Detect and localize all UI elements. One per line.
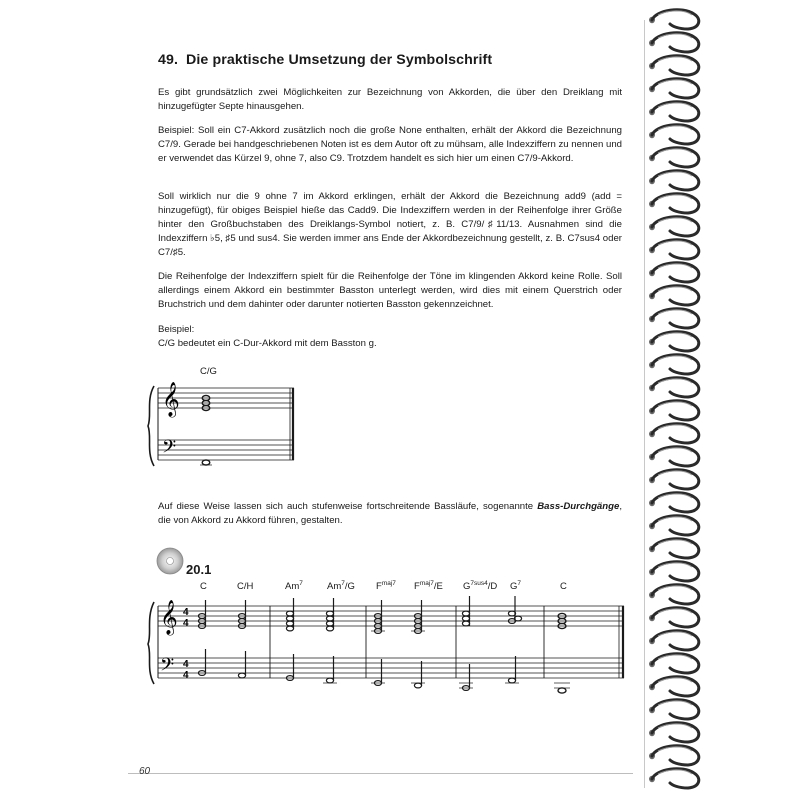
spiral-coil — [649, 562, 699, 581]
bass-staff-lines — [158, 440, 294, 460]
chord-5-treble — [371, 600, 385, 633]
chord-symbol-7: $G^{7sus4}/D$ — [463, 580, 498, 592]
chord-symbol-cg: C/G — [200, 366, 217, 377]
chord-1-treble — [198, 600, 205, 628]
chord-symbol-8: $G^7$ — [510, 580, 522, 592]
spiral-coil — [649, 309, 699, 328]
paragraph-basston: Die Reihenfolge der Indexziffern spielt für die Reihenfolge der Töne im klingenden Akkord keine Rolle. Soll allerdings einem Akkord ein bestimmter Basston unterlegt werden, wird dies mit einem Querstrich oder Bruchstrich und dem dahinter oder darunter notierten Basston gekennzeichnet. — [158, 271, 622, 310]
spiral-coil — [649, 401, 699, 420]
chord-6-treble — [411, 600, 425, 633]
spiral-coil — [649, 493, 699, 512]
bass-clef-icon-2: 𝄢 — [160, 655, 175, 680]
spiral-coil — [649, 102, 699, 121]
chord-symbol-4: Am$^7$/G — [327, 580, 355, 592]
spiral-coil — [649, 79, 699, 98]
chord-3-treble — [286, 598, 293, 631]
section-title-text: Die praktische Umsetzung der Symbolschrift — [186, 52, 493, 68]
bass-note-1 — [198, 649, 205, 675]
bass-staff-lines-2 — [158, 658, 624, 678]
spiral-coil — [649, 194, 699, 213]
treble-chords — [198, 596, 521, 633]
section-title — [158, 52, 500, 68]
spiral-coil — [649, 516, 699, 535]
section-number: 49. — [158, 52, 179, 68]
music-example-cg — [140, 360, 310, 470]
cd-icon — [155, 546, 185, 576]
bass-note-4 — [323, 656, 337, 683]
bass-note-9 — [554, 683, 570, 693]
paragraph-bass-durchgaenge — [158, 500, 622, 528]
bass-note-8 — [505, 656, 519, 683]
chord-7-treble — [462, 596, 469, 626]
bass-line — [198, 649, 519, 690]
treble-clef-icon-2: 𝄞 — [160, 600, 178, 635]
chord-8-treble — [508, 596, 521, 623]
grand-staff-brace-2 — [148, 602, 154, 684]
spiral-coil — [649, 608, 699, 627]
time-signature-treble — [183, 607, 189, 629]
spiral-coil — [649, 332, 699, 351]
spiral-coil — [649, 631, 699, 650]
spiral-coil — [649, 148, 699, 167]
chord-symbol-5: $F^{maj7}$ — [376, 580, 396, 592]
grand-staff-brace — [148, 386, 154, 466]
spiral-coil — [649, 700, 699, 719]
spiral-coil — [649, 654, 699, 673]
paragraph-example-c79: Beispiel: Soll ein C7-Akkord zusätzlich noch die große None enthalten, erhält der Akkord die Bezeichnung C7/9. Gerade bei handgeschriebenen Noten ist es dem Autor oft zu mühsam, alle Indexziffern zu nennen und er verwendet das Kürzel 9, ohne 7, also C9. Trotzdem handelt es sich hier um einen C7/9-Akkord. — [158, 125, 622, 164]
page-bottom-edge — [128, 773, 633, 774]
chord-symbol-1: C — [200, 581, 207, 592]
spiral-coil — [649, 171, 699, 190]
page-number: 60 — [139, 766, 151, 777]
music-example-progression — [140, 576, 640, 696]
spiral-coil — [649, 769, 699, 788]
spiral-coil — [649, 263, 699, 282]
time-bottom-bass: 4 — [183, 670, 189, 681]
spiral-coil — [649, 286, 699, 305]
spiral-coil — [649, 33, 699, 52]
spiral-coil — [649, 355, 699, 374]
spiral-coil — [649, 56, 699, 75]
chord-symbol-9: C — [560, 581, 567, 592]
spiral-coil — [649, 447, 699, 466]
chord-symbol-3: Am$^7$ — [285, 580, 303, 592]
treble-staff-lines-2 — [158, 606, 624, 626]
bass-note-g — [202, 460, 210, 465]
chord-symbol-2: C/H — [237, 581, 254, 592]
spiral-coil — [649, 723, 699, 742]
spiral-coil — [649, 378, 699, 397]
chord-2-treble — [238, 600, 245, 628]
paragraph-beispiel-label: Beispiel: — [158, 324, 195, 335]
chord-symbols — [200, 580, 567, 592]
spiral-coil — [649, 125, 699, 144]
spiral-coil — [649, 424, 699, 443]
spiral-coil — [649, 470, 699, 489]
term-bass-durchgaenge: Bass-Durchgänge — [537, 501, 620, 512]
paragraph-cg-explanation: C/G bedeutet ein C-Dur-Akkord mit dem Basston g. — [158, 338, 377, 349]
chord-symbol-6: $F^{maj7}/E$ — [414, 580, 443, 592]
measure-barlines — [270, 606, 544, 678]
spiral-coil — [649, 677, 699, 696]
treble-clef-icon: 𝄞 — [162, 382, 180, 417]
paragraph-add9: Soll wirklich nur die 9 ohne 7 im Akkord erklingen, erhält der Akkord die Bezeichnung add9 (add = hinzugefügt), für obiges Beispiel hieße das Cadd9. Die Indexziffern werden in der Reihenfolge ihrer Größe hinter den Großbuchstaben des Dreiklangs-Symbol notiert, z. B. C7/9/♯11/13. Ausnahmen sind die Indexziffern ♭5, ♯5 und sus4. Sie werden immer ans Ende der Akkordbezeichnung gestellt, z. B. C7sus4 oder C7/♯5. — [158, 191, 622, 258]
bass-note-6 — [411, 661, 425, 688]
bass-clef-icon: 𝄢 — [162, 437, 177, 462]
track-number: 20.1 — [186, 562, 212, 577]
time-bottom-treble: 4 — [183, 618, 189, 629]
time-signature-bass — [183, 659, 189, 681]
spiral-coil — [649, 746, 699, 765]
spiral-coil — [649, 217, 699, 236]
spiral-binding — [642, 0, 710, 800]
text-before: Auf diese Weise lassen sich auch stufenweise fortschreitende Bassläufe, sogenannte — [158, 501, 538, 512]
spiral-coil — [649, 585, 699, 604]
time-top-treble: 4 — [183, 607, 189, 618]
paragraph-intro: Es gibt grundsätzlich zwei Möglichkeiten zur Bezeichnung von Akkorden, die über den Dreiklang mit hinzugefügter Septe hinausgehen. — [158, 87, 622, 112]
spiral-coil — [649, 240, 699, 259]
spiral-coil — [649, 539, 699, 558]
time-top-bass: 4 — [183, 659, 189, 670]
chord-4-treble — [326, 598, 333, 631]
spiral-coil — [649, 10, 699, 29]
bass-note-2 — [238, 651, 245, 678]
text-after: , die von Akkord zu Akkord führen, gestalten. — [158, 501, 622, 526]
